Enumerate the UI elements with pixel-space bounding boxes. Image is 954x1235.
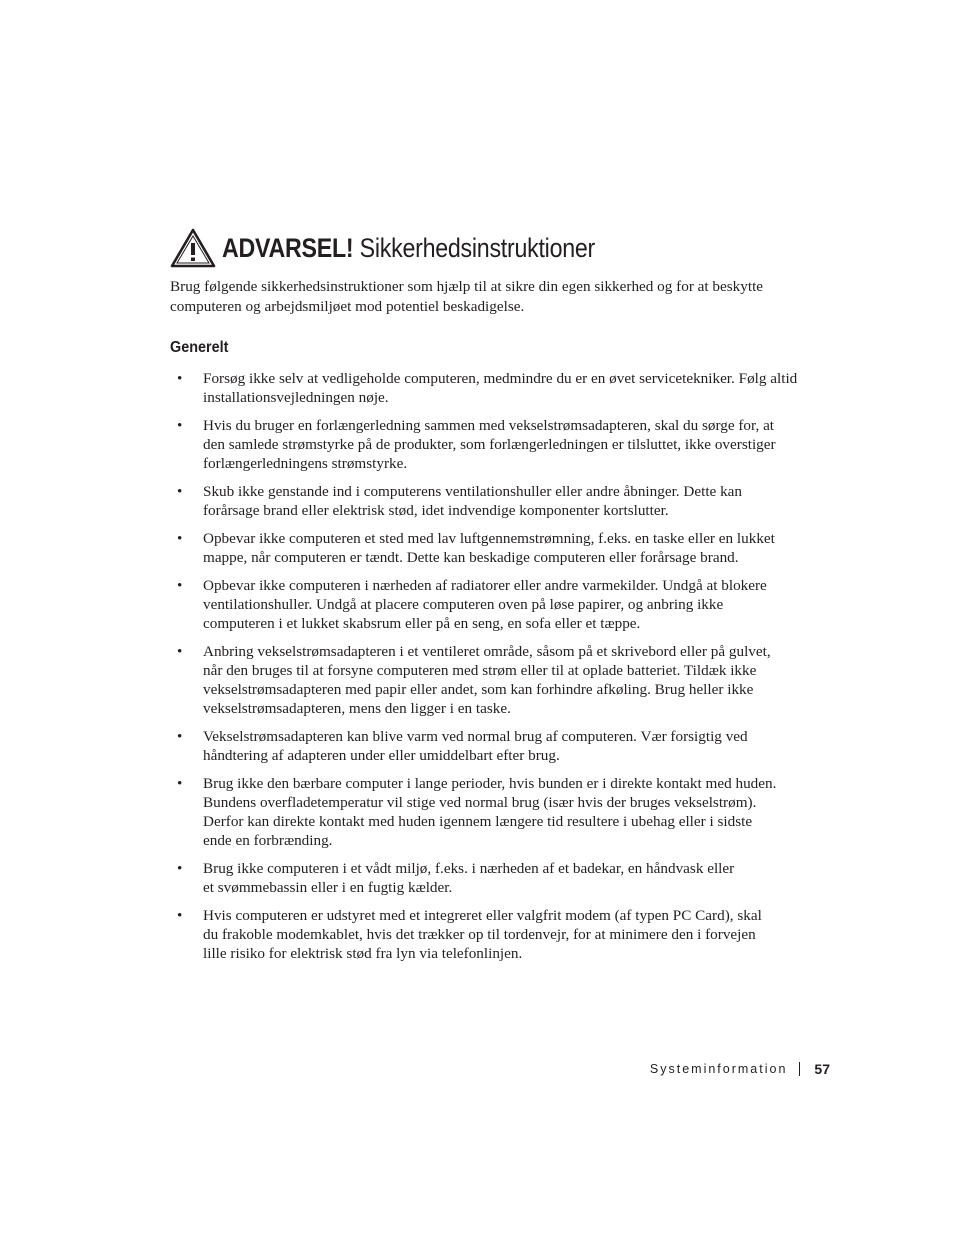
- list-item: [170, 416, 830, 473]
- page-heading: [170, 228, 656, 268]
- footer-section-name: Systeminformation: [649, 1062, 788, 1076]
- list-item-text: Forsøg ikke selv at vedligeholde computeren, medmindre du er en øvet servicetekniker. Følg altid installationsvejledningen nøje.: [203, 370, 798, 406]
- list-item-text: Vekselstrømsadapteren kan blive varm ved normal brug af computeren. Vær forsigtig ved håndtering af adapteren under eller umiddelbart efter brug.: [203, 728, 748, 764]
- bullet-icon: •: [177, 417, 183, 434]
- list-item: [170, 642, 830, 718]
- list-item: [170, 859, 830, 897]
- bullet-icon: •: [177, 907, 183, 924]
- list-item-text: Brug ikke den bærbare computer i lange perioder, hvis bunden er i direkte kontakt med huden. Bundens overfladetemperatur vil stige ved normal brug (især hvis der bruges vekselstrøm). Derfor kan direkte kontakt med huden igennem længere tid resultere i ubehag eller i sidste ende en forbrænding.: [203, 775, 777, 849]
- list-item-text: Opbevar ikke computeren et sted med lav luftgennemstrømning, f.eks. en taske eller en lukket mappe, når computeren er tændt. Dette kan beskadige computeren eller forårsage brand.: [203, 530, 775, 566]
- list-item: [170, 576, 830, 633]
- title-subject: Sikkerhedsinstruktioner: [359, 232, 596, 263]
- list-item-text: Brug ikke computeren i et vådt miljø, f.eks. i nærheden af et badekar, en håndvask eller et svømmebassin eller i en fugtig kælder.: [203, 860, 735, 896]
- bullet-icon: •: [177, 775, 183, 792]
- intro-paragraph: Brug følgende sikkerhedsinstruktioner som hjælp til at sikre din egen sikkerhed og for at beskytte computeren og arbejdsmiljøet mod potentiel beskadigelse.: [170, 278, 764, 315]
- bullet-icon: •: [177, 643, 183, 660]
- list-item-text: Anbring vekselstrømsadapteren i et ventileret område, såsom på et skrivebord eller på gulvet, når den bruges til at forsyne computeren med strøm eller til at oplade batteriet. Tildæk ikke vekselstrømsadapteren med papir eller andet, som kan forhindre afkøling. Brug heller ikke vekselstrømsadapteren, mens den ligger i en taske.: [203, 643, 771, 717]
- list-item: [170, 727, 830, 765]
- list-item-text: Hvis du bruger en forlængerledning sammen med vekselstrømsadapteren, skal du sørge for, at den samlede strømstyrke på de produkter, som forlængerledningen er tilsluttet, ikke overstiger forlængerledningens strømstyrke.: [203, 417, 776, 472]
- bullet-icon: •: [177, 728, 183, 745]
- list-item: [170, 906, 830, 963]
- bullet-icon: •: [177, 370, 183, 387]
- list-item-text: Skub ikke genstande ind i computerens ventilationshuller eller andre åbninger. Dette kan forårsage brand eller elektrisk stød, idet indvendige komponenter kortslutter.: [203, 483, 742, 519]
- footer-divider: [799, 1062, 800, 1076]
- section-heading: Generelt: [170, 339, 229, 356]
- list-item: [170, 482, 830, 520]
- list-item-text: Opbevar ikke computeren i nærheden af radiatorer eller andre varmekilder. Undgå at blokere ventilationshuller. Undgå at placere computeren oven på løse papirer, og anbring ikke computeren i et lukket skabsrum eller på en seng, en sofa eller et tæppe.: [203, 577, 767, 632]
- list-item-text: Hvis computeren er udstyret med et integreret eller valgfrit modem (af typen PC Card), skal du frakoble modemkablet, hvis det trækker op til tordenvejr, for at minimere den i forvejen lille risiko for elektrisk stød fra lyn via telefonlinjen.: [203, 907, 762, 962]
- bullet-icon: •: [177, 860, 183, 877]
- warning-triangle-icon: [170, 228, 216, 268]
- page-title: [222, 233, 595, 264]
- bullet-icon: •: [177, 530, 183, 547]
- safety-instruction-list: [170, 369, 830, 972]
- title-warning-label: ADVARSEL!: [222, 232, 354, 263]
- list-item: [170, 369, 830, 407]
- bullet-icon: •: [177, 577, 183, 594]
- bullet-icon: •: [177, 483, 183, 500]
- list-item: [170, 774, 830, 850]
- list-item: [170, 529, 830, 567]
- page-footer: [650, 1061, 830, 1077]
- page-number: 57: [814, 1061, 830, 1077]
